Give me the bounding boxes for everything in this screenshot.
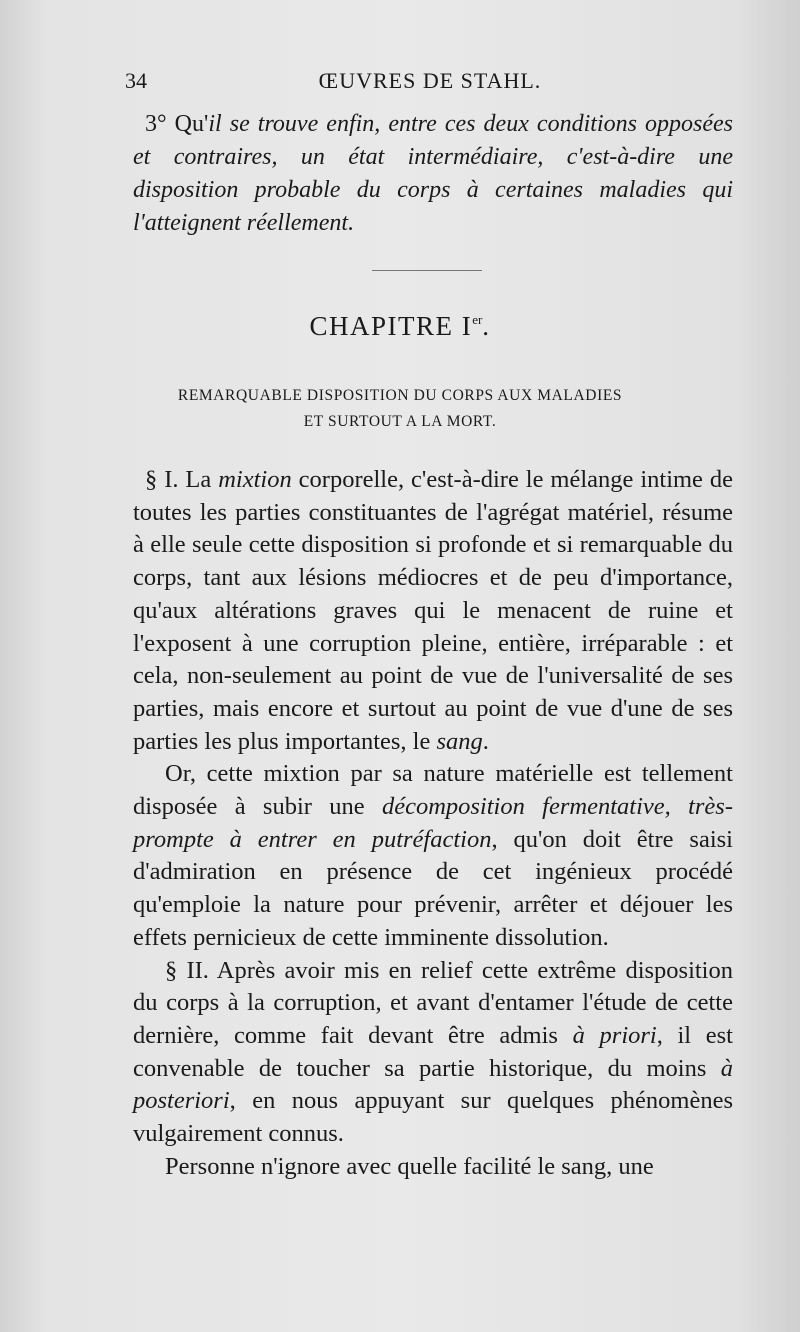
paragraph-mixtion xyxy=(133,758,733,954)
text-run: Or, cette mixtion par sa nature matérielle est tellement disposée à subir une xyxy=(133,760,733,821)
running-title: ŒUVRES DE STAHL. xyxy=(318,68,542,93)
italic-run: mixtion xyxy=(218,466,292,493)
chapter-title-text: CHAPITRE I xyxy=(309,311,473,341)
intro-paragraph xyxy=(133,108,733,240)
intro-paragraph-block xyxy=(133,108,733,240)
italic-run: à priori xyxy=(572,1021,657,1049)
paragraph-section-1 xyxy=(133,464,733,758)
intro-lead: 3° Qu' xyxy=(145,111,209,137)
intro-italic-text: il se trouve enfin, entre ces deux conditions opposées et contraires, un état intermédiaire, c'est-à-dire une disposition probable du corps à certaines maladies qui l'atteignent réellement. xyxy=(133,111,733,236)
text-run: corporelle, c'est-à-dire le mélange intime de toutes les parties constituantes de l'agrégat matériel, résume à elle seule cette disposition si profonde et si remarquable du corps, tant aux lésions médiocres et de peu d'importance, qu'aux altérations graves qui le menacent de ruine et l'exposent à une corruption pleine, entière, irréparable : et cela, non-seulement au point de vue de l'universalité de ses parties, mais encore et surtout au point de vue d'une de ses parties les plus importantes, le xyxy=(133,466,734,755)
chapter-title-superscript: er xyxy=(472,312,483,327)
italic-run: décomposition fermentative, très-prompte à entrer en putréfaction xyxy=(133,793,733,853)
italic-run: à posteriori xyxy=(133,1054,733,1115)
text-run: § I. La xyxy=(145,466,219,493)
text-run: . xyxy=(482,727,489,755)
chapter-subtitle-line-1: REMARQUABLE DISPOSITION DU CORPS AUX MALADIES xyxy=(177,387,623,404)
chapter-title-period: . xyxy=(482,311,491,341)
body-text xyxy=(133,464,733,1183)
italic-run: sang xyxy=(436,727,483,755)
text-run: , en nous appuyant sur quelques phénomènes vulgairement connus. xyxy=(133,1087,733,1148)
chapter-title xyxy=(0,311,800,342)
paragraph-section-2 xyxy=(133,955,733,1151)
paragraph-sang: Personne n'ignore avec quelle facilité le sang, une xyxy=(165,1152,654,1180)
page-number: 34 xyxy=(125,68,147,93)
separator-rule xyxy=(372,270,482,271)
chapter-subtitle-line-2: ET SURTOUT A LA MORT. xyxy=(303,413,497,430)
text-run: § II. Après avoir mis en relief cette extrême disposition du corps à la corruption, et avant d'entamer l'étude de cette dernière, comme fait devant être admis xyxy=(133,956,733,1049)
text-run: , il est convenable de toucher sa partie historique, du moins xyxy=(133,1021,733,1082)
text-run: , qu'on doit être saisi d'admiration en présence de cet ingénieux procédé qu'emploie la nature pour prévenir, arrêter et déjouer les effets pernicieux de cette imminente dissolution. xyxy=(133,825,733,951)
page-header xyxy=(125,68,735,100)
